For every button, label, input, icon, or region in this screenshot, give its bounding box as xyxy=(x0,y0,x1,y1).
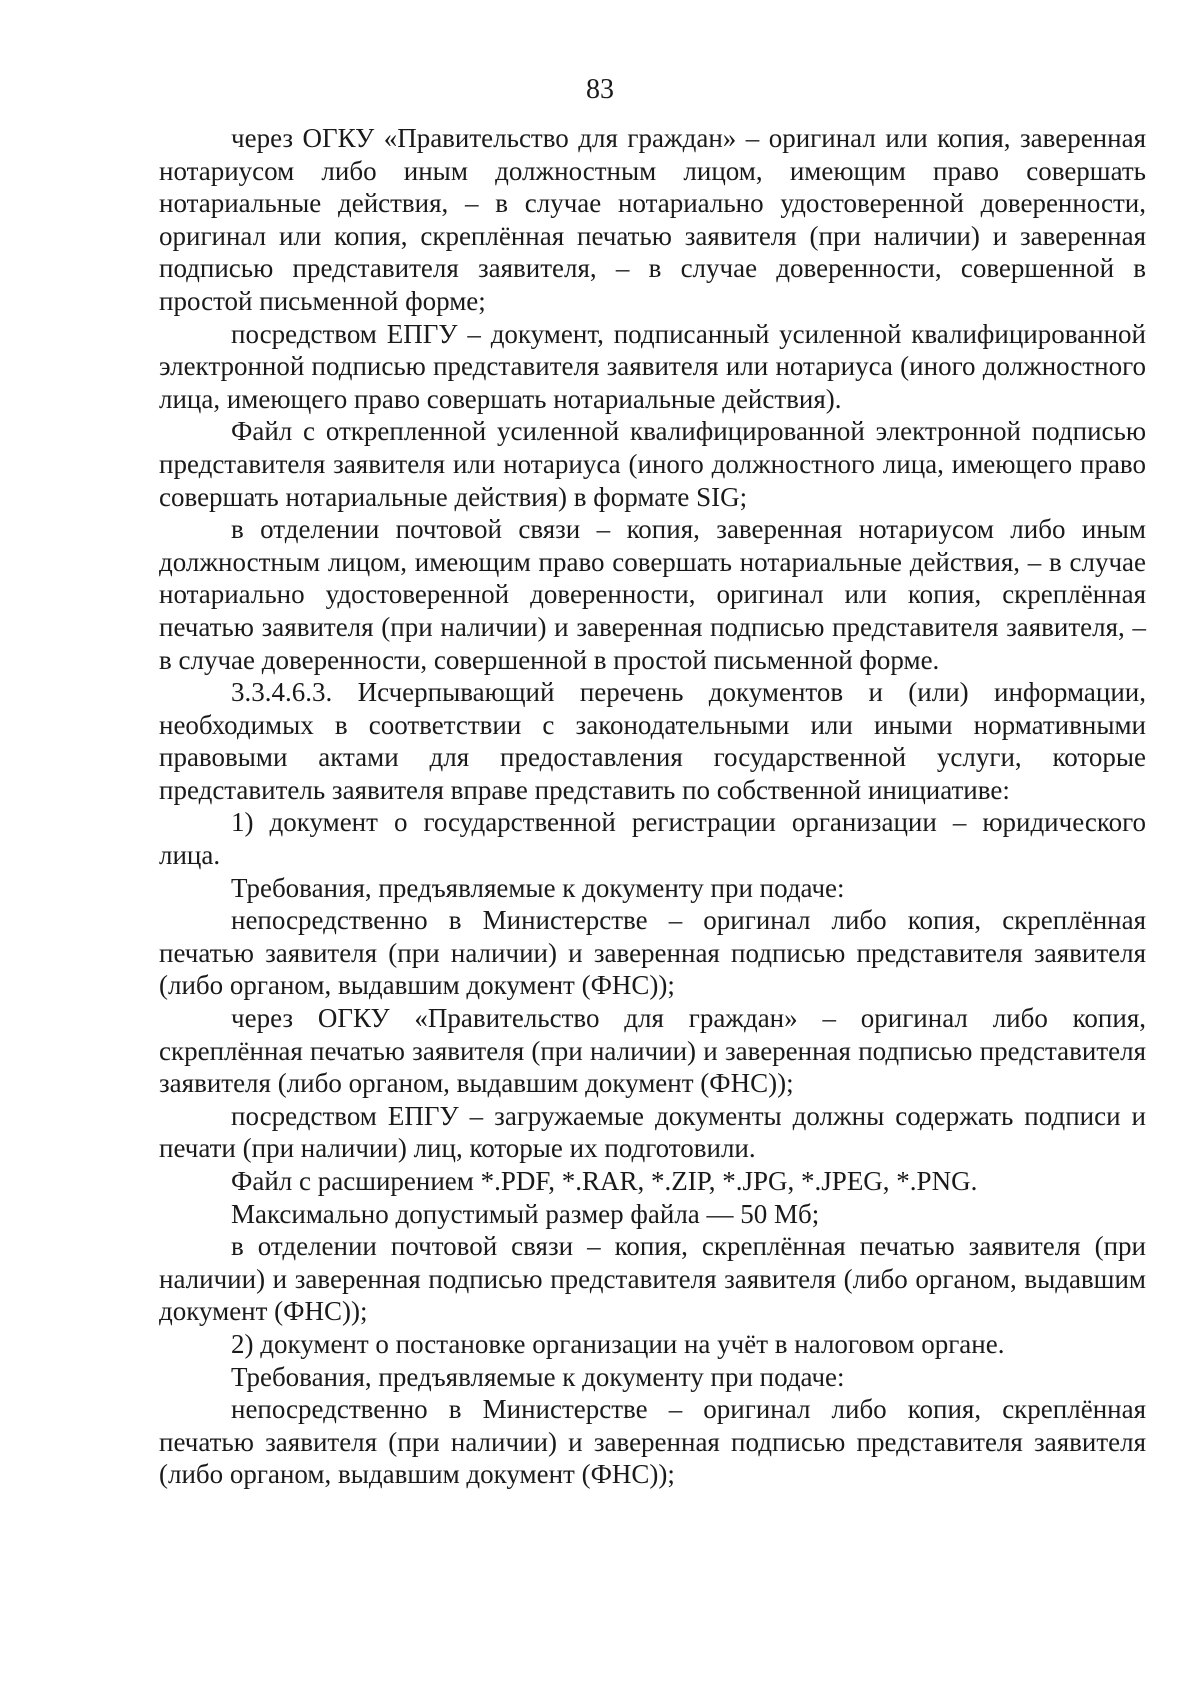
paragraph: непосредственно в Министерстве – оригинал либо копия, скреплённая печатью заявителя (при наличии) и заверенная подписью представителя заявителя (либо органом, выдавшим документ (ФНС)); xyxy=(159,905,1146,1001)
paragraph: непосредственно в Министерстве – оригинал либо копия, скреплённая печатью заявителя (при наличии) и заверенная подписью представителя заявителя (либо органом, выдавшим документ (ФНС)); xyxy=(159,1394,1146,1490)
paragraph: через ОГКУ «Правительство для граждан» – оригинал или копия, заверенная нотариусом либо иным должностным лицом, имеющим право совершать нотариальные действия, – в случае нотариально удостоверенной доверенности, оригинал или копия, скреплённая печатью заявителя (при наличии) и заверенная подписью представителя заявителя, – в случае доверенности, совершенной в простой письменной форме; xyxy=(159,123,1146,316)
paragraph: посредством ЕПГУ – документ, подписанный усиленной квалифицированной электронной подписью представителя заявителя или нотариуса (иного должностного лица, имеющего право совершать нотариальные действия). xyxy=(159,318,1146,414)
paragraph: в отделении почтовой связи – копия, заверенная нотариусом либо иным должностным лицом, имеющим право совершать нотариальные действия, – в случае нотариально удостоверенной доверенности, оригинал или копия, скреплённая печатью заявителя (при наличии) и заверенная подписью представителя заявителя, – в случае доверенности, совершенной в простой письменной форме. xyxy=(159,514,1146,675)
section-paragraph: 3.3.4.6.3. Исчерпывающий перечень документов и (или) информации, необходимых в соответствии с законодательными или иными нормативными правовыми актами для предоставления государственной услуги, которые представитель заявителя вправе представить по собственной инициативе: xyxy=(159,677,1146,805)
paragraph: в отделении почтовой связи – копия, скреплённая печатью заявителя (при наличии) и заверенная подписью представителя заявителя (либо органом, выдавшим документ (ФНС)); xyxy=(159,1231,1146,1327)
paragraph: Файл с открепленной усиленной квалифицированной электронной подписью представителя заявителя или нотариуса (иного должностного лица, имеющего право совершать нотариальные действия) в формате SIG; xyxy=(159,416,1146,512)
page-number: 83 xyxy=(586,74,614,105)
document-body xyxy=(159,122,1146,1491)
paragraph: через ОГКУ «Правительство для граждан» – оригинал либо копия, скреплённая печатью заявителя (при наличии) и заверенная подписью представителя заявителя (либо органом, выдавшим документ (ФНС)); xyxy=(159,1003,1146,1099)
file-size-line: Максимально допустимый размер файла — 50 Мб; xyxy=(231,1198,820,1229)
requirements-heading: Требования, предъявляемые к документу при подаче: xyxy=(231,1361,845,1392)
file-formats-line: Файл с расширением *.PDF, *.RAR, *.ZIP, *.JPG, *.JPEG, *.PNG. xyxy=(231,1166,978,1196)
list-item: 2) документ о постановке организации на учёт в налоговом органе. xyxy=(231,1328,1005,1359)
requirements-heading: Требования, предъявляемые к документу при подаче: xyxy=(231,872,845,903)
paragraph: посредством ЕПГУ – загружаемые документы должны содержать подписи и печати (при наличии) лиц, которые их подготовили. xyxy=(159,1100,1146,1164)
list-item: 1) документ о государственной регистрации организации – юридического лица. xyxy=(159,807,1146,871)
